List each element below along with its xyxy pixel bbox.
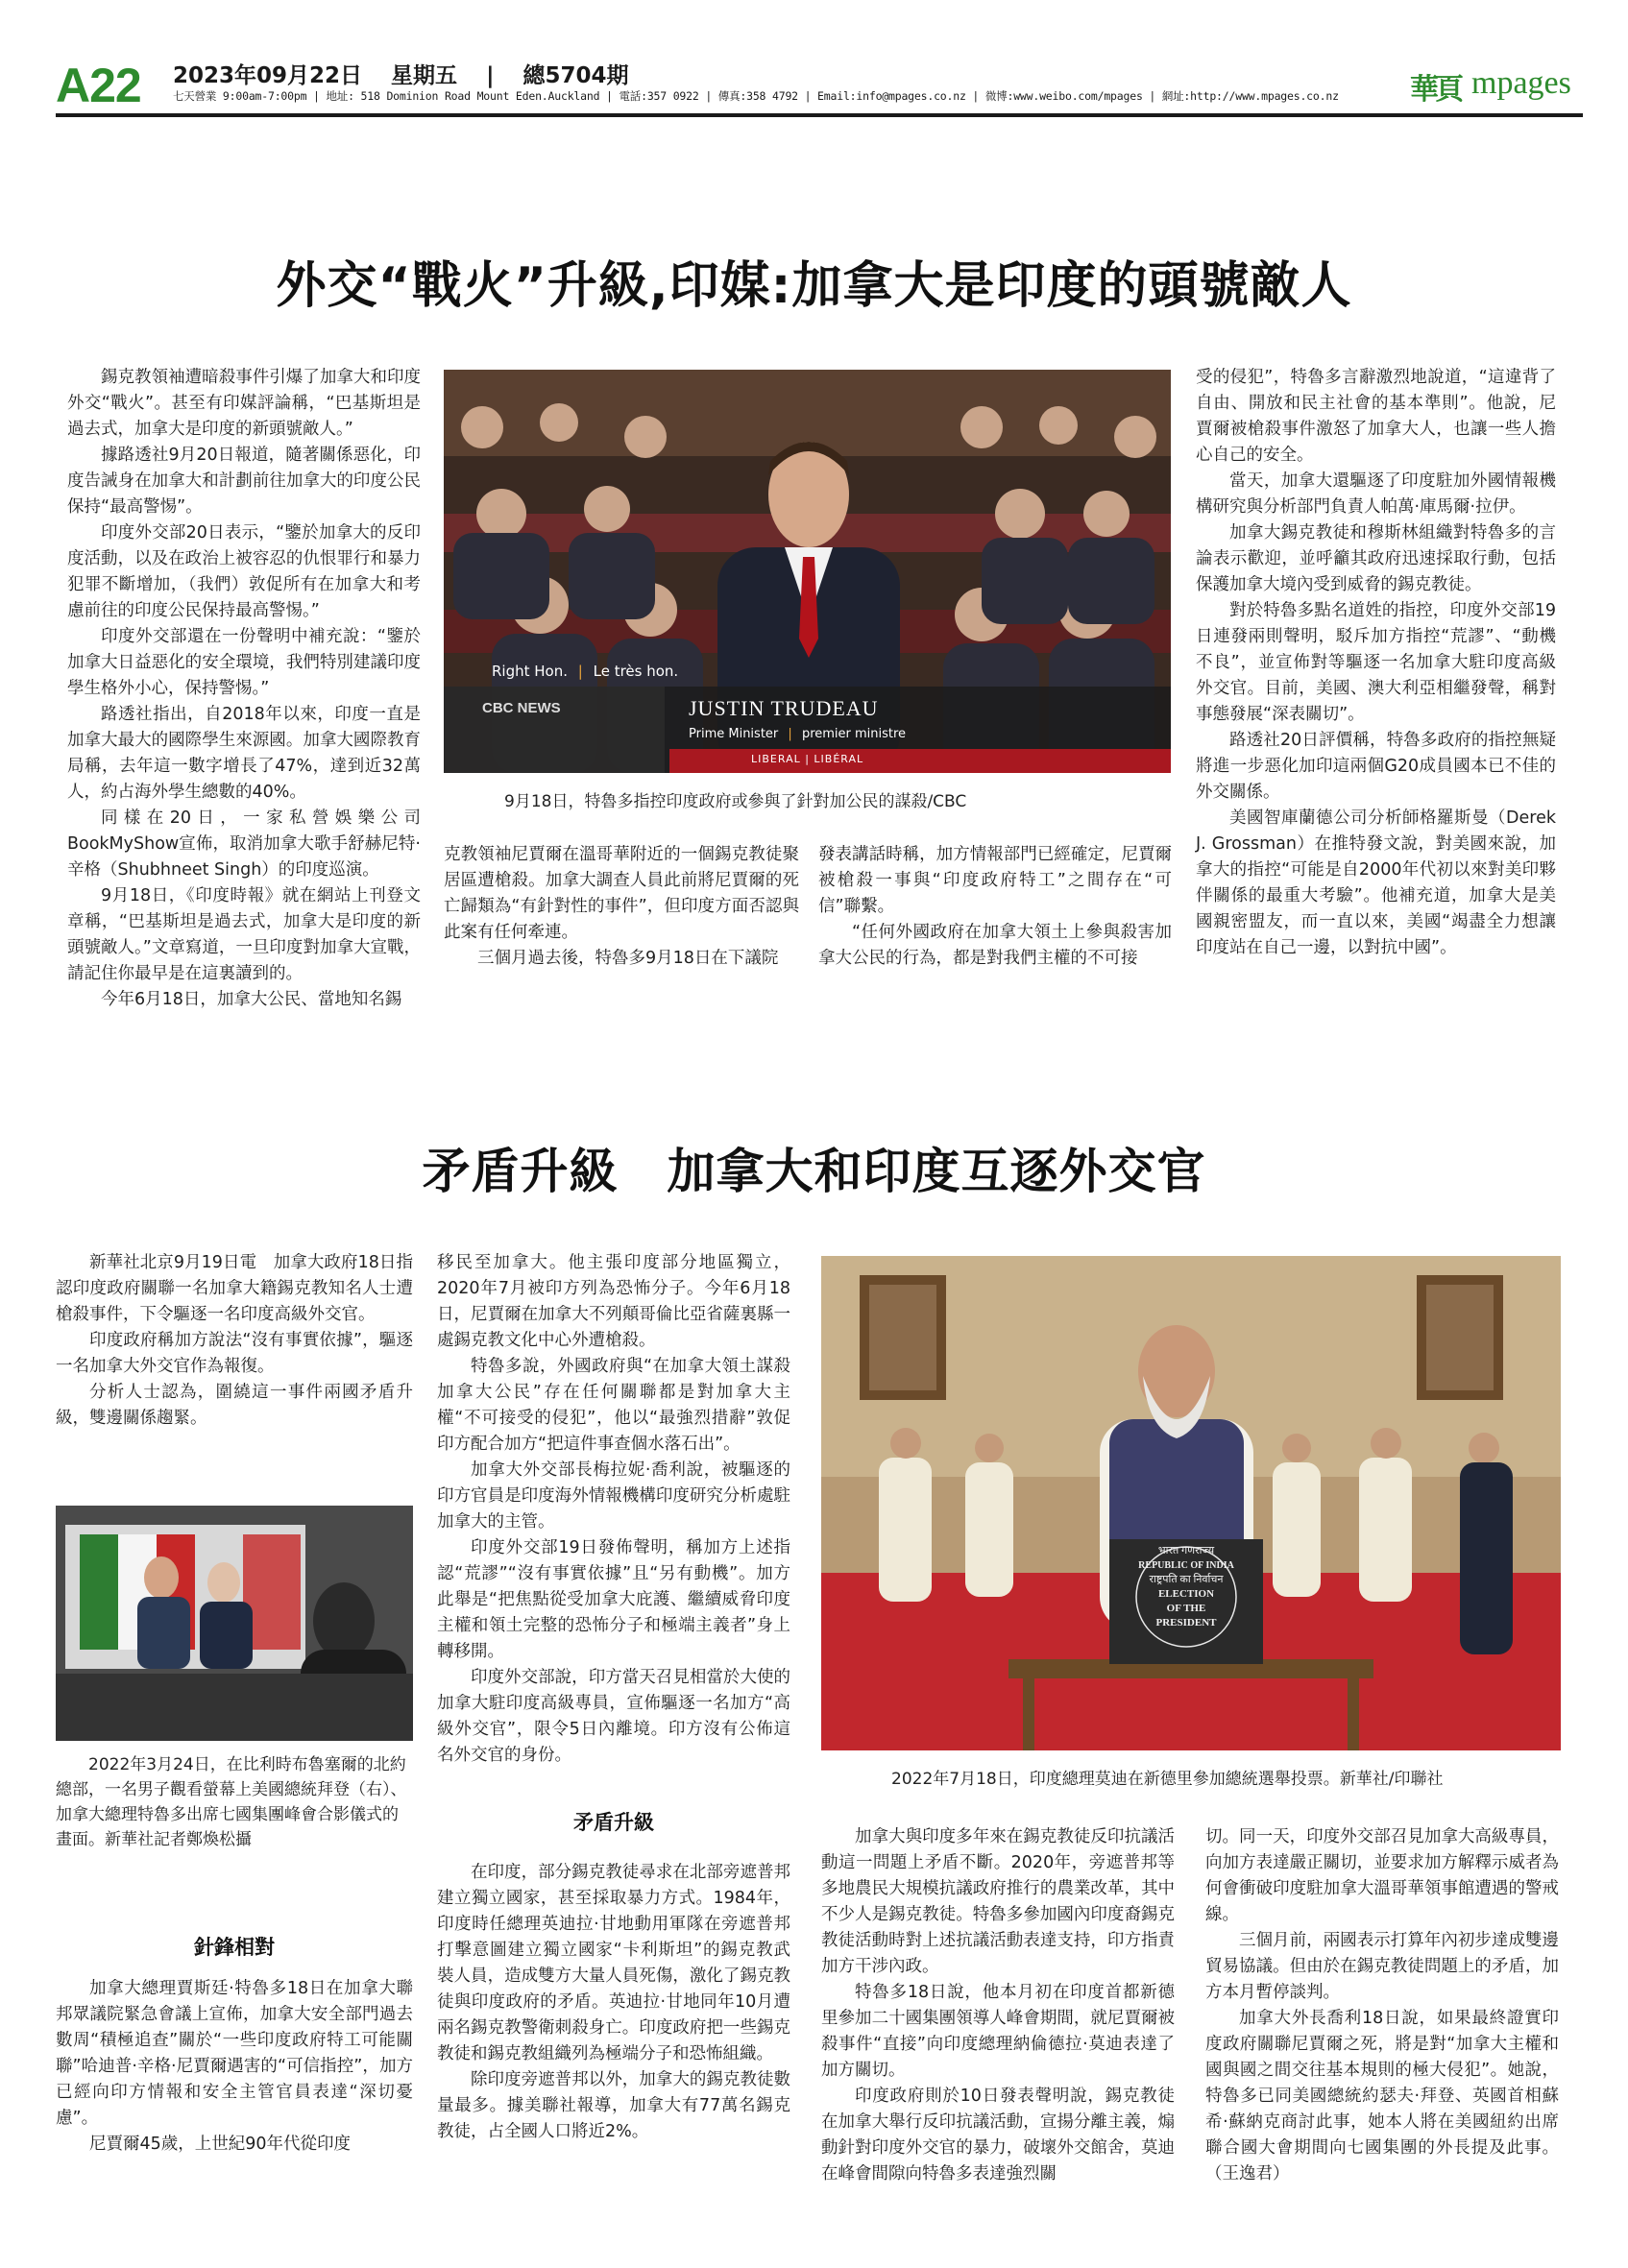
modi-photo-caption: 2022年7月18日，印度總理莫迪在新德里參加總統選舉投票。新華社/印聯社 <box>891 1770 1444 1789</box>
paragraph: 對於特魯多點名道姓的指控，印度外交部19日連發兩則聲明，駁斥加方指控“荒謬”、“動機不良”，並宣佈對等驅逐一名加拿大駐印度高級外交官。目前，美國、澳大利亞相繼發聲，稱對事態發展“深表關切”。 <box>1196 601 1556 724</box>
paragraph: 發表講話時稱，加方情報部門已經確定，尼賈爾被槍殺一事與“印度政府特工”之間存在“可信”聯繫。 <box>818 845 1172 916</box>
article1-headline: 外交“戰火”升級,印媒:加拿大是印度的頭號敵人 <box>276 257 1352 315</box>
paragraph: 加拿大錫克教徒和穆斯林組織對特魯多的言論表示歡迎，並呼籲其政府迅速採取行動，包括保護加拿大境內受到威脅的錫克教徒。 <box>1196 523 1556 594</box>
paragraph: 印度政府則於10日發表聲明說，錫克教徒在加拿大舉行反印抗議活動，宣揚分離主義，煽動針對印度外交官的暴力，破壞外交館舍，莫迪在峰會間隙向特魯多表達強烈關 <box>821 2087 1175 2184</box>
paragraph: 當天，加拿大還驅逐了印度駐加外國情報機構研究與分析部門負責人帕萬·庫馬爾·拉伊。 <box>1196 471 1556 517</box>
issue-date: 2023年09月22日 <box>173 63 363 88</box>
article2-column-2-bottom <box>437 1860 790 2158</box>
article1-column-2 <box>444 842 799 1010</box>
article2-column-2-top <box>437 1250 790 1778</box>
logo-english: mpages <box>1471 65 1571 101</box>
paragraph: 路透社指出，自2018年以來，印度一直是加拿大最大的國際學生來源國。加拿大國際教育局稱，去年這一數字增長了47%，達到近32萬人，約占海外學生總數的40%。 <box>67 705 421 802</box>
paragraph: 印度外交部說，印方當天召見相當於大使的加拿大駐印度高級專員，宣佈驅逐一名加方“高級外交官”，限令5日內離境。印方沒有公佈這名外交官的身份。 <box>437 1668 790 1765</box>
overlay-role <box>689 727 906 741</box>
paragraph: 同樣在20日，一家私營娛樂公司BookMyShow宣佈，取消加拿大歌手舒赫尼特·辛格（Shubhneet Singh）的印度巡演。 <box>67 808 421 880</box>
cbc-news-logo: CBC NEWS <box>482 700 561 716</box>
subhead-escalation: 矛盾升級 <box>573 1811 654 1834</box>
trudeau-photo-caption: 9月18日，特魯多指控印度政府或參與了針對加公民的謀殺/CBC <box>504 792 967 811</box>
paragraph: 據路透社9月20日報道，隨著關係惡化，印度告誡身在加拿大和計劃前往加拿大的印度公民保持“最高警惕”。 <box>67 446 421 517</box>
paragraph: 印度政府稱加方說法“沒有事實依據”，驅逐一名加拿大外交官作為報復。 <box>56 1331 413 1376</box>
paragraph: 今年6月18日，加拿大公民、當地知名錫 <box>101 990 402 1009</box>
paragraph: 三個月前，兩國表示打算年內初步達成雙邊貿易協議。但由於在錫克教徒問題上的矛盾，加方本月暫停談判。 <box>1205 1931 1559 2002</box>
paragraph: 切。同一天，印度外交部召見加拿大高級專員，向加方表達嚴正關切，並要求加方解釋示威者為何會衝破印度駐加拿大溫哥華領事館遭遇的警戒線。 <box>1205 1827 1559 1924</box>
article2-column-3 <box>821 1824 1175 2184</box>
overlay-role-en: Prime Minister <box>689 727 779 741</box>
article2-headline: 矛盾升級 加拿大和印度互逐外交官 <box>422 1144 1206 1199</box>
paragraph: 新華社北京9月19日電 加拿大政府18日指認印度政府關聯一名加拿大籍錫克教知名人士遭槍殺事件，下令驅逐一名印度高級外交官。 <box>56 1253 413 1324</box>
ballot-box-label <box>1109 1544 1263 1630</box>
paragraph: 錫克教領袖遭暗殺事件引爆了加拿大和印度外交“戰火”。甚至有印媒評論稱，“巴基斯坦是過去式，加拿大是印度的新頭號敵人。” <box>67 368 421 439</box>
biden-trudeau-photo-caption: 2022年3月24日，在比利時布魯塞爾的北約總部，一名男子觀看螢幕上美國總統拜登（右）、加拿大總理特魯多出席七國集團峰會合影儀式的畫面。新華社記者鄭煥松攝 <box>56 1755 407 1849</box>
paragraph: 三個月過去後，特魯多9月18日在下議院 <box>477 949 779 968</box>
paragraph: 移民至加拿大。他主張印度部分地區獨立，2020年7月被印方列為恐怖分子。今年6月18日，尼賈爾在加拿大不列顛哥倫比亞省薩裏縣一處錫克教文化中心外遭槍殺。 <box>437 1253 790 1350</box>
mpages-logo <box>1410 61 1581 106</box>
issue-weekday: 星期五 <box>391 63 458 88</box>
paragraph: 特魯多18日說，他本月初在印度首都新德里參加二十國集團領導人峰會期間，就尼賈爾被殺事件“直接”向印度總理納倫德拉·莫迪表達了加方關切。 <box>821 1983 1175 2080</box>
article2-column-1-bottom <box>56 1976 413 2159</box>
paragraph: 路透社20日評價稱，特魯多政府的指控無疑將進一步惡化加印這兩個G20成員國本已不佳的外交關係。 <box>1196 731 1556 802</box>
ballot-line: राष्ट्रपति का निर्वाचन <box>1149 1574 1224 1585</box>
overlay-role-fr: premier ministre <box>801 727 907 741</box>
article1-column-1 <box>67 365 421 1008</box>
ballot-line: ELECTION <box>1157 1588 1215 1600</box>
paragraph: 9月18日，《印度時報》就在網站上刊登文章稱，“巴基斯坦是過去式，加拿大是印度的新頭號敵人。”文章寫道，一旦印度對加拿大宣戰，請記住你最早是在這裏讀到的。 <box>67 886 421 983</box>
paragraph: “任何外國政府在加拿大領土上參與殺害加拿大公民的行為，都是對我們主權的不可接 <box>818 923 1172 968</box>
paragraph: 除印度旁遮普邦以外，加拿大的錫克教徒數量最多。據美聯社報導，加拿大有77萬名錫克教徒，占全國人口將近2%。 <box>437 2070 790 2141</box>
ballot-line: OF THE <box>1166 1603 1206 1614</box>
issue-date-line <box>173 58 650 89</box>
paragraph: 分析人士認為，圍繞這一事件兩國矛盾升級，雙邊關係趨緊。 <box>56 1383 413 1428</box>
contact-info: 七天營業 9:00am-7:00pm | 地址: 518 Dominion Road Mount Eden.Auckland | 電話:357 0922 | 傳真:358 4792 | Email:info@mpages.co.nz | 微博:www.weibo.com/mpages | 網址:http://www.mpages.co.nz <box>173 89 1339 103</box>
paragraph: 加拿大外交部長梅拉妮·喬利說，被驅逐的印方官員是印度海外情報機構印度研究分析處駐加拿大的主管。 <box>437 1460 790 1532</box>
paragraph: 克教領袖尼賈爾在溫哥華附近的一個錫克教徒聚居區遭槍殺。加拿大調查人員此前將尼賈爾的死亡歸類為“有針對性的事件”，但印度方面否認與此案有任何牽連。 <box>444 845 799 942</box>
logo-chinese: 華頁 <box>1410 73 1460 107</box>
paragraph: 特魯多說，外國政府與“在加拿大領土謀殺加拿大公民”存在任何關聯都是對加拿大主權“不可接受的侵犯”，他以“最強烈措辭”敦促印方配合加方“把這件事查個水落石出”。 <box>437 1357 790 1454</box>
ballot-line: भारत गणराज्य <box>1157 1545 1215 1556</box>
article1-column-4 <box>1196 365 1556 1010</box>
biden-trudeau-photo <box>56 1506 413 1741</box>
overlay-title-en: Right Hon. <box>492 663 568 680</box>
biden-trudeau-photo-illustration <box>56 1506 413 1741</box>
paragraph: 美國智庫蘭德公司分析師格羅斯曼（Derek J. Grossman）在推特發文說，對美國來說，加拿大的指控“可能是自2000年代初以來對美印夥伴關係的最重大考驗”。他補充道，加拿大是美國親密盟友，而一直以來，美國“竭盡全力想讓印度站在自己一邊，以對抗中國”。 <box>1196 808 1556 957</box>
paragraph: 尼賈爾45歲，上世紀90年代從印度 <box>89 2135 352 2154</box>
article1-column-3 <box>818 842 1172 1010</box>
paragraph: 加拿大總理賈斯廷·特魯多18日在加拿大聯邦眾議院緊急會議上宣佈，加拿大安全部門過去數周“積極追查”關於“一些印度政府特工可能關聯”哈迪普·辛格·尼賈爾遇害的“可信指控”，加方已經向印方情報和安全主管官員表達“深切憂慮”。 <box>56 1979 413 2128</box>
issue-number: 總5704期 <box>522 63 629 88</box>
overlay-name: JUSTIN TRUDEAU <box>689 696 879 720</box>
subhead-confrontation: 針鋒相對 <box>194 1936 275 1959</box>
trudeau-photo <box>444 370 1171 773</box>
paragraph: 印度外交部還在一份聲明中補充說：“鑒於加拿大日益惡化的安全環境，我們特別建議印度學生格外小心，保持警惕。” <box>67 627 421 698</box>
overlay-bar: | <box>577 663 583 680</box>
article2-column-4 <box>1205 1824 1559 2184</box>
ballot-line: REPUBLIC OF INDIA <box>1138 1560 1234 1571</box>
overlay-honorific <box>492 663 678 680</box>
date-separator: | <box>486 63 495 88</box>
overlay-title-fr: Le très hon. <box>593 663 679 680</box>
paragraph: 加拿大外長喬利18日說，如果最終證實印度政府關聯尼賈爾之死，將是對“加拿大主權和國與國之間交往基本規則的極大侵犯”。她說，特魯多已同美國總統約瑟夫·拜登、英國首相蘇希·蘇納克商討此事，她本人將在美國紐約出席聯合國大會期間向七國集團的外長提及此事。（王逸君） <box>1205 2009 1559 2184</box>
modi-voting-photo <box>821 1256 1561 1750</box>
paragraph: 受的侵犯”，特魯多言辭激烈地說道，“這違背了自由、開放和民主社會的基本準則”。他說，尼賈爾被槍殺事件激怒了加拿大人，也讓一些人擔心自己的安全。 <box>1196 368 1556 465</box>
header-rule <box>56 113 1583 117</box>
article2-column-1-top <box>56 1250 413 1461</box>
page-number: A22 <box>56 59 141 112</box>
paragraph: 加拿大與印度多年來在錫克教徒反印抗議活動這一問題上矛盾不斷。2020年，旁遮普邦等多地農民大規模抗議政府推行的農業改革，其中不少人是錫克教徒。特魯多參加國內印度裔錫克教徒活動時對上述抗議活動表達支持，印方指責加方干涉內政。 <box>821 1827 1175 1976</box>
modi-voting-photo-illustration <box>821 1256 1561 1750</box>
paragraph: 印度外交部20日表示，“鑒於加拿大的反印度活動，以及在政治上被容忍的仇恨罪行和暴力犯罪不斷增加，（我們）敦促所有在加拿大和考慮前往的印度公民保持最高警惕。” <box>67 523 421 620</box>
overlay-bar: | <box>788 727 792 741</box>
paragraph: 印度外交部19日發佈聲明，稱加方上述指認“荒謬”“沒有事實依據”且“另有動機”。加方此舉是“把焦點從受加拿大庇護、繼續威脅印度主權和領土完整的恐怖分子和極端主義者”身上轉移開。 <box>437 1538 790 1661</box>
overlay-party: LIBERAL | LIBÉRAL <box>751 753 864 765</box>
paragraph: 在印度，部分錫克教徒尋求在北部旁遮普邦建立獨立國家，甚至採取暴力方式。1984年，印度時任總理英迪拉·甘地動用軍隊在旁遮普邦打擊意圖建立獨立國家“卡利斯坦”的錫克教武裝人員，造成雙方大量人員死傷，激化了錫克教徒與印度政府的矛盾。英迪拉·甘地同年10月遭兩名錫克教警衛刺殺身亡。印度政府把一些錫克教徒和錫克教組織列為極端分子和恐怖組織。 <box>437 1863 790 2063</box>
ballot-line: PRESIDENT <box>1155 1617 1217 1629</box>
